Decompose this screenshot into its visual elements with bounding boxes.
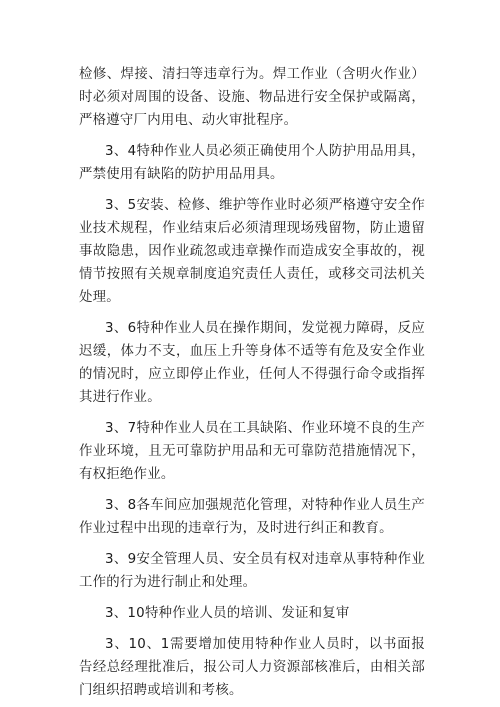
paragraph-3-10-1-recruitment: 3、10、1需要增加使用特种作业人员时，以书面报告经总经理批准后，报公司人力资源部核准后，由相关部门组织招聘或培训和考核。	[79, 637, 425, 698]
paragraph-3-6-stop-work-conditions: 3、6特种作业人员在操作期间，发觉视力障碍，反应迟缓，体力不支，血压上升等身体不适等有危及安全作业的情况时，应立即停止作业，任何人不得强行命令或指挥其进行作业。	[79, 321, 425, 405]
document-body	[79, 63, 425, 702]
paragraph-welding-safety: 检修、焊接、清扫等违章行为。焊工作业（含明火作业）时必须对周围的设备、设施、物品进行安全保护或隔离，严格遵守厂内用电、动火审批程序。	[79, 67, 425, 128]
paragraph-3-5-installation-maintenance: 3、5安装、检修、维护等作业时必须严格遵守安全作业技术规程，作业结束后必须清理现场残留物，防止遗留事故隐患，因作业疏忽或违章操作而造成安全事故的，视情节按照有关规章制度追究责任人责任，或移交司法机关处理。	[79, 198, 425, 305]
paragraph-3-7-right-to-refuse: 3、7特种作业人员在工具缺陷、作业环境不良的生产作业环境，且无可靠防护用品和无可靠防范措施情况下，有权拒绝作业。	[79, 421, 425, 482]
paragraph-3-4-protective-equipment: 3、4特种作业人员必须正确使用个人防护用品用具，严禁使用有缺陷的防护用品用具。	[79, 144, 425, 182]
paragraph-3-9-safety-staff-authority: 3、9安全管理人员、安全员有权对违章从事特种作业工作的行为进行制止和处理。	[79, 552, 425, 590]
paragraph-3-8-workshop-management: 3、8各车间应加强规范化管理，对特种作业人员生产作业过程中出现的违章行为，及时进行纠正和教育。	[79, 498, 425, 536]
paragraph-3-10-training-heading: 3、10特种作业人员的培训、发证和复审	[105, 606, 350, 621]
